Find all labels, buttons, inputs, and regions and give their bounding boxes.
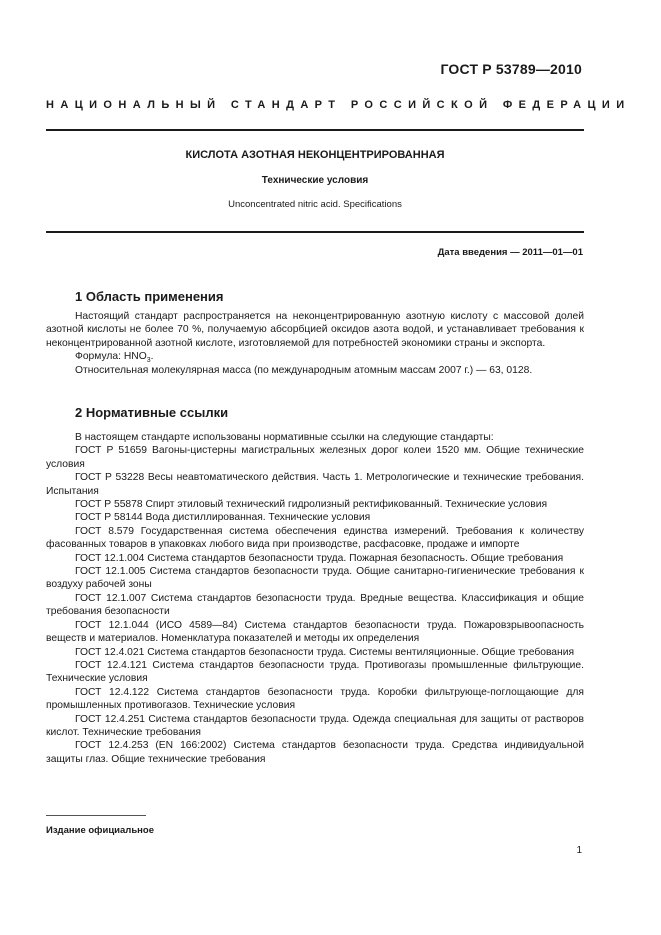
document-title: КИСЛОТА АЗОТНАЯ НЕКОНЦЕНТРИРОВАННАЯ: [185, 149, 445, 161]
reference-item: ГОСТ Р 58144 Вода дистиллированная. Технические условия: [75, 512, 371, 524]
official-edition-label: Издание официальное: [46, 825, 154, 836]
reference-item: ГОСТ Р 55878 Спирт этиловый технический гидролизный ректификованный. Технические условия: [75, 499, 548, 511]
header-divider: [46, 129, 584, 131]
footer-divider: [46, 815, 146, 816]
document-subtitle: Технические условия: [261, 175, 369, 186]
section-1-body: [46, 310, 584, 377]
title-divider: [46, 231, 584, 233]
reference-item: ГОСТ 8.579 Государственная система обеспечения единства измерений. Требования к количеству фасованных товаров в упаковках любого вида при производстве, расфасовке, продаже и импорте: [46, 525, 584, 551]
paragraph: Настоящий стандарт распространяется на неконцентрированную азотную кислоту с массовой долей азотной кислоты не более 70 %, получаемую абсорбцией оксидов азота водой, и устанавливает требования к неконцентрированной азотной кислоте, изготовляемой для потребностей экономики страны и экспорта.: [46, 311, 584, 349]
reference-item: ГОСТ 12.1.005 Система стандартов безопасности труда. Общие санитарно-гигиенические требования к воздуху рабочей зоны: [46, 566, 584, 591]
reference-item: ГОСТ 12.4.251 Система стандартов безопасности труда. Одежда специальная для защиты от растворов кислот. Технические требования: [46, 713, 584, 738]
introduction-date: Дата введения — 2011—01—01: [437, 247, 583, 258]
page-number: 1: [576, 845, 582, 856]
formula-subscript: 3: [146, 357, 151, 365]
reference-item: ГОСТ 12.1.044 (ИСО 4589—84) Система стандартов безопасности труда. Пожаровзрывоопасность веществ и материалов. Номенклатура показателей и методы их определения: [46, 619, 584, 645]
english-title: Unconcentrated nitric acid. Specifications: [228, 199, 402, 210]
reference-item: ГОСТ 12.4.122 Система стандартов безопасности труда. Коробки фильтрующе-поглощающие для промышленных противогазов. Технические условия: [46, 686, 584, 712]
document-number: ГОСТ Р 53789—2010: [440, 61, 582, 77]
formula-line: [46, 350, 584, 363]
reference-item: ГОСТ 12.1.007 Система стандартов безопасности труда. Вредные вещества. Классификация и общие требования безопасности: [46, 592, 584, 618]
reference-item: ГОСТ 12.1.004 Система стандартов безопасности труда. Пожарная безопасность. Общие требования: [75, 552, 564, 564]
paragraph: В настоящем стандарте использованы нормативные ссылки на следующие стандарты:: [75, 432, 494, 443]
formula-end: .: [150, 351, 154, 363]
reference-item: ГОСТ 12.4.253 (EN 166:2002) Система стандартов безопасности труда. Средства индивидуальной защиты глаз. Общие технические требования: [46, 740, 584, 765]
section-1-heading: 1 Область применения: [75, 289, 224, 304]
section-2-body: [46, 431, 584, 766]
section-2-heading: 2 Нормативные ссылки: [75, 405, 229, 420]
reference-item: ГОСТ 12.4.021 Система стандартов безопасности труда. Системы вентиляционные. Общие требования: [75, 646, 575, 658]
reference-item: ГОСТ Р 51659 Вагоны-цистерны магистральных железных дорог колеи 1520 мм. Общие технические условия: [46, 445, 584, 470]
reference-item: ГОСТ Р 53228 Весы неавтоматического действия. Часть 1. Метрологические и технические требования. Испытания: [46, 472, 584, 497]
reference-item: ГОСТ 12.4.121 Система стандартов безопасности труда. Противогазы промышленные фильтрующие. Технические условия: [46, 659, 584, 685]
standard-banner: НАЦИОНАЛЬНЫЙ СТАНДАРТ РОССИЙСКОЙ ФЕДЕРАЦИИ: [46, 99, 631, 111]
formula-label: Формула: HNO: [75, 351, 147, 363]
paragraph: Относительная молекулярная масса (по международным атомным массам 2007 г.) — 63, 0128.: [75, 364, 533, 376]
